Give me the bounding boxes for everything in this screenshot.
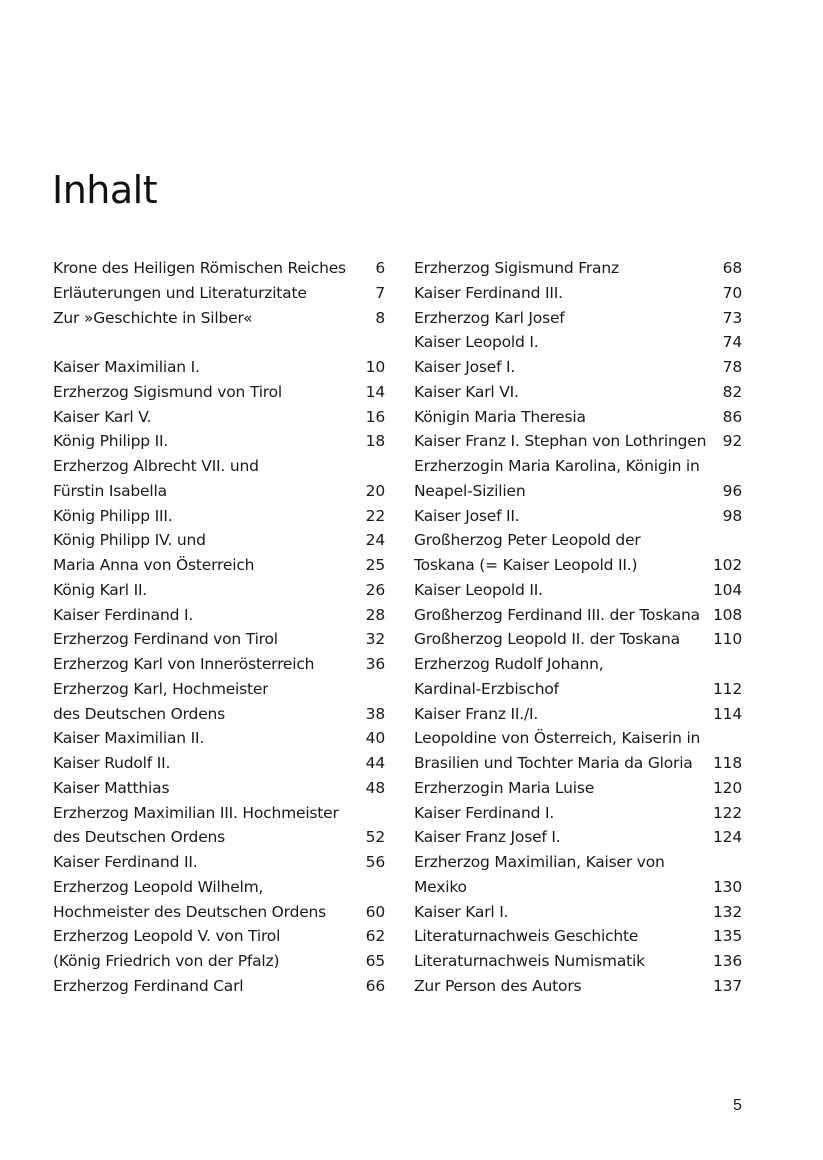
toc-entry bbox=[414, 504, 742, 529]
toc-entry-title: Kaiser Franz II./I. bbox=[414, 704, 539, 723]
toc-entry bbox=[414, 528, 742, 553]
toc-entry-title: Erzherzog Leopold Wilhelm, bbox=[53, 877, 264, 896]
toc-entry-title: Erzherzog Leopold V. von Tirol bbox=[53, 927, 281, 946]
toc-entry-title: des Deutschen Ordens bbox=[53, 704, 226, 723]
toc-entry-title: Brasilien und Tochter Maria da Gloria bbox=[414, 754, 693, 772]
toc-entry-page: 40 bbox=[365, 729, 385, 748]
toc-entry bbox=[53, 256, 385, 281]
toc-entry-page: 8 bbox=[375, 308, 385, 327]
toc-entry-page: 25 bbox=[365, 556, 385, 574]
toc-entry-page: 26 bbox=[365, 580, 385, 599]
toc-entry-title: Erzherzog Sigismund von Tirol bbox=[53, 382, 283, 401]
toc-entry-page: 78 bbox=[722, 358, 742, 376]
toc-entry-page: 48 bbox=[365, 778, 385, 797]
toc-entry-page: 62 bbox=[365, 927, 385, 946]
toc-entry bbox=[53, 479, 385, 504]
toc-entry-title: Kaiser Franz Josef I. bbox=[414, 828, 561, 847]
toc-entry-page: 132 bbox=[713, 902, 742, 921]
toc-entry-page: 102 bbox=[713, 556, 742, 574]
toc-entry-page: 130 bbox=[713, 877, 742, 896]
toc-entry-title: Neapel-Sizilien bbox=[414, 481, 526, 500]
toc-entry bbox=[414, 875, 742, 900]
toc-entry-page: 38 bbox=[365, 704, 385, 723]
toc-entry-title: Leopoldine von Österreich, Kaiserin in bbox=[414, 729, 701, 748]
toc-entry bbox=[414, 776, 742, 801]
toc-entry-title: Zur »Geschichte in Silber« bbox=[53, 308, 253, 327]
toc-entry-title: Erzherzog Karl, Hochmeister bbox=[53, 679, 269, 698]
toc-entry-page: 110 bbox=[713, 630, 742, 649]
toc-entry bbox=[53, 454, 385, 479]
toc-entry-page: 86 bbox=[722, 407, 742, 426]
toc-entry-title: Kaiser Karl I. bbox=[414, 902, 509, 921]
toc-entry bbox=[414, 825, 742, 850]
toc-entry bbox=[414, 751, 742, 776]
toc-entry-page: 73 bbox=[722, 308, 742, 327]
toc-entry-page: 24 bbox=[365, 531, 385, 550]
toc-entry bbox=[414, 405, 742, 430]
toc-entry bbox=[414, 578, 742, 603]
toc-entry-title: Kaiser Leopold I. bbox=[414, 333, 539, 352]
toc-entry-page: 124 bbox=[713, 828, 742, 847]
toc-entry-page: 137 bbox=[713, 976, 742, 995]
toc-entry-page: 36 bbox=[365, 655, 385, 673]
toc-entry-title: Kaiser Ferdinand I. bbox=[414, 803, 555, 822]
toc-entry-page: 118 bbox=[713, 754, 742, 772]
toc-entry bbox=[53, 825, 385, 850]
toc-left-column bbox=[53, 256, 385, 999]
toc-entry bbox=[53, 553, 385, 578]
toc-entry bbox=[414, 900, 742, 925]
toc-entry-page: 74 bbox=[722, 333, 742, 352]
toc-entry-page: 92 bbox=[722, 432, 742, 451]
toc-entry-page: 65 bbox=[365, 952, 385, 970]
toc-entry-title: Erzherzog Albrecht VII. und bbox=[53, 457, 259, 475]
toc-entry-title: Kaiser Leopold II. bbox=[414, 580, 543, 599]
toc-entry bbox=[53, 504, 385, 529]
toc-entry-page: 136 bbox=[713, 952, 742, 970]
toc-entry-title: Erläuterungen und Literaturzitate bbox=[53, 283, 307, 302]
toc-entry bbox=[414, 924, 742, 949]
toc-entry-title: Kaiser Maximilian I. bbox=[53, 358, 200, 376]
toc-entry-title: Großherzog Peter Leopold der bbox=[414, 531, 641, 550]
toc-entry-page: 66 bbox=[365, 976, 385, 995]
toc-entry bbox=[414, 726, 742, 751]
toc-entry-page: 108 bbox=[713, 605, 742, 624]
toc-entry bbox=[414, 850, 742, 875]
toc-entry-page: 112 bbox=[713, 679, 742, 698]
toc-entry bbox=[53, 875, 385, 900]
toc-entry bbox=[414, 330, 742, 355]
toc-entry bbox=[53, 355, 385, 380]
toc-entry-title: Krone des Heiligen Römischen Reiches bbox=[53, 259, 346, 277]
toc-entry bbox=[53, 578, 385, 603]
toc-entry bbox=[53, 652, 385, 677]
toc-entry bbox=[53, 900, 385, 925]
toc-entry-title: Kaiser Maximilian II. bbox=[53, 729, 205, 748]
toc-entry-title: Kaiser Ferdinand I. bbox=[53, 605, 194, 624]
toc-entry-title: Hochmeister des Deutschen Ordens bbox=[53, 902, 327, 921]
toc-entry-page: 32 bbox=[365, 630, 385, 649]
toc-entry-page: 7 bbox=[375, 283, 385, 302]
toc-entry-title: Kaiser Josef II. bbox=[414, 506, 520, 525]
toc-entry-page: 18 bbox=[365, 432, 385, 451]
toc-entry-title: Maria Anna von Österreich bbox=[53, 556, 255, 574]
toc-entry bbox=[53, 801, 385, 826]
toc-entry bbox=[414, 949, 742, 974]
toc-entry bbox=[414, 553, 742, 578]
toc-entry bbox=[53, 603, 385, 628]
toc-entry-page: 10 bbox=[365, 358, 385, 376]
toc-entry bbox=[414, 454, 742, 479]
toc-entry-title: Großherzog Leopold II. der Toskana bbox=[414, 630, 680, 649]
toc-entry bbox=[53, 429, 385, 454]
toc-entry bbox=[414, 801, 742, 826]
toc-entry-page: 98 bbox=[722, 506, 742, 525]
toc-entry bbox=[414, 256, 742, 281]
toc-entry-title: Erzherzogin Maria Karolina, Königin in bbox=[414, 457, 700, 475]
toc-entry-page: 82 bbox=[722, 382, 742, 401]
toc-entry-page: 52 bbox=[365, 828, 385, 847]
toc-entry-page: 68 bbox=[722, 259, 742, 277]
toc-right-column bbox=[414, 256, 742, 999]
page-number: 5 bbox=[733, 1097, 742, 1114]
toc-entry-title: Kaiser Karl V. bbox=[53, 407, 152, 426]
toc-entry bbox=[53, 677, 385, 702]
toc-entry bbox=[53, 974, 385, 999]
toc-entry-title: Kaiser Karl VI. bbox=[414, 382, 519, 401]
toc-entry-title: Erzherzog Karl von Innerösterreich bbox=[53, 655, 315, 673]
toc-entry-title: Erzherzog Maximilian, Kaiser von bbox=[414, 853, 665, 871]
toc-entry bbox=[414, 652, 742, 677]
toc-entry bbox=[53, 306, 385, 331]
toc-entry-page: 14 bbox=[365, 382, 385, 401]
toc-entry-title: (König Friedrich von der Pfalz) bbox=[53, 952, 280, 970]
toc-entry bbox=[53, 726, 385, 751]
toc-entry bbox=[414, 281, 742, 306]
toc-entry-title: Erzherzog Ferdinand Carl bbox=[53, 976, 244, 995]
toc-entry-title: Kaiser Franz I. Stephan von Lothringen bbox=[414, 432, 707, 451]
toc-entry-title: Königin Maria Theresia bbox=[414, 407, 586, 426]
toc-entry-page: 22 bbox=[365, 506, 385, 525]
toc-entry-title: Erzherzog Sigismund Franz bbox=[414, 259, 619, 277]
toc-entry-title: Erzherzog Rudolf Johann, bbox=[414, 655, 604, 673]
toc-entry-page: 56 bbox=[365, 853, 385, 871]
toc-entry-title: Literaturnachweis Geschichte bbox=[414, 927, 639, 946]
toc-entry-title: des Deutschen Ordens bbox=[53, 828, 226, 847]
toc-entry-title: Kaiser Matthias bbox=[53, 778, 170, 797]
toc-entry bbox=[414, 702, 742, 727]
toc-entry-title: Toskana (= Kaiser Leopold II.) bbox=[414, 556, 638, 574]
toc-entry bbox=[414, 974, 742, 999]
toc-entry-page: 60 bbox=[365, 902, 385, 921]
toc-entry bbox=[414, 306, 742, 331]
toc-entry-page: 44 bbox=[365, 754, 385, 772]
toc-entry bbox=[53, 281, 385, 306]
toc-entry-title: Zur Person des Autors bbox=[414, 976, 582, 995]
toc-entry-title: Literaturnachweis Numismatik bbox=[414, 952, 645, 970]
toc-entry-title: Erzherzogin Maria Luise bbox=[414, 778, 595, 797]
toc-entry bbox=[53, 949, 385, 974]
toc-entry-page: 6 bbox=[375, 259, 385, 277]
page-title: Inhalt bbox=[52, 168, 158, 212]
toc-entry bbox=[53, 528, 385, 553]
toc-entry bbox=[414, 627, 742, 652]
toc-entry bbox=[414, 603, 742, 628]
toc-entry-title: Kaiser Ferdinand III. bbox=[414, 283, 563, 302]
toc-entry-title: Kardinal-Erzbischof bbox=[414, 679, 559, 698]
toc-entry bbox=[53, 380, 385, 405]
toc-entry-title: Fürstin Isabella bbox=[53, 481, 167, 500]
toc-entry-title: Kaiser Rudolf II. bbox=[53, 754, 171, 772]
toc-entry-page: 70 bbox=[722, 283, 742, 302]
toc-entry-title: Kaiser Ferdinand II. bbox=[53, 853, 198, 871]
toc-entry bbox=[414, 429, 742, 454]
toc-spacer bbox=[53, 330, 385, 355]
toc-entry-title: König Philipp IV. und bbox=[53, 531, 206, 550]
toc-entry bbox=[53, 751, 385, 776]
toc-entry bbox=[414, 479, 742, 504]
toc-entry-title: König Philipp II. bbox=[53, 432, 169, 451]
toc-entry-title: Erzherzog Karl Josef bbox=[414, 308, 565, 327]
toc-entry bbox=[414, 677, 742, 702]
toc-entry-title: Mexiko bbox=[414, 877, 467, 896]
toc-entry-page: 122 bbox=[713, 803, 742, 822]
toc-entry-page: 16 bbox=[365, 407, 385, 426]
toc-entry bbox=[53, 924, 385, 949]
toc-entry-page: 28 bbox=[365, 605, 385, 624]
toc-entry-page: 135 bbox=[713, 927, 742, 946]
toc-entry-title: Erzherzog Maximilian III. Hochmeister bbox=[53, 803, 339, 822]
toc-entry bbox=[53, 405, 385, 430]
toc-entry-page: 104 bbox=[713, 580, 742, 599]
toc-entry-page: 114 bbox=[713, 704, 742, 723]
toc-entry bbox=[53, 627, 385, 652]
toc-entry bbox=[414, 380, 742, 405]
toc-entry-title: König Philipp III. bbox=[53, 506, 173, 525]
toc-entry bbox=[53, 702, 385, 727]
toc-entry-page: 120 bbox=[713, 778, 742, 797]
toc-entry bbox=[53, 776, 385, 801]
toc-entry-title: Großherzog Ferdinand III. der Toskana bbox=[414, 605, 700, 624]
toc-entry bbox=[53, 850, 385, 875]
toc-entry bbox=[414, 355, 742, 380]
toc-entry-title: König Karl II. bbox=[53, 580, 148, 599]
toc-entry-page: 20 bbox=[365, 481, 385, 500]
toc-entry-title: Erzherzog Ferdinand von Tirol bbox=[53, 630, 278, 649]
toc-entry-title: Kaiser Josef I. bbox=[414, 358, 516, 376]
toc-entry-page: 96 bbox=[722, 481, 742, 500]
